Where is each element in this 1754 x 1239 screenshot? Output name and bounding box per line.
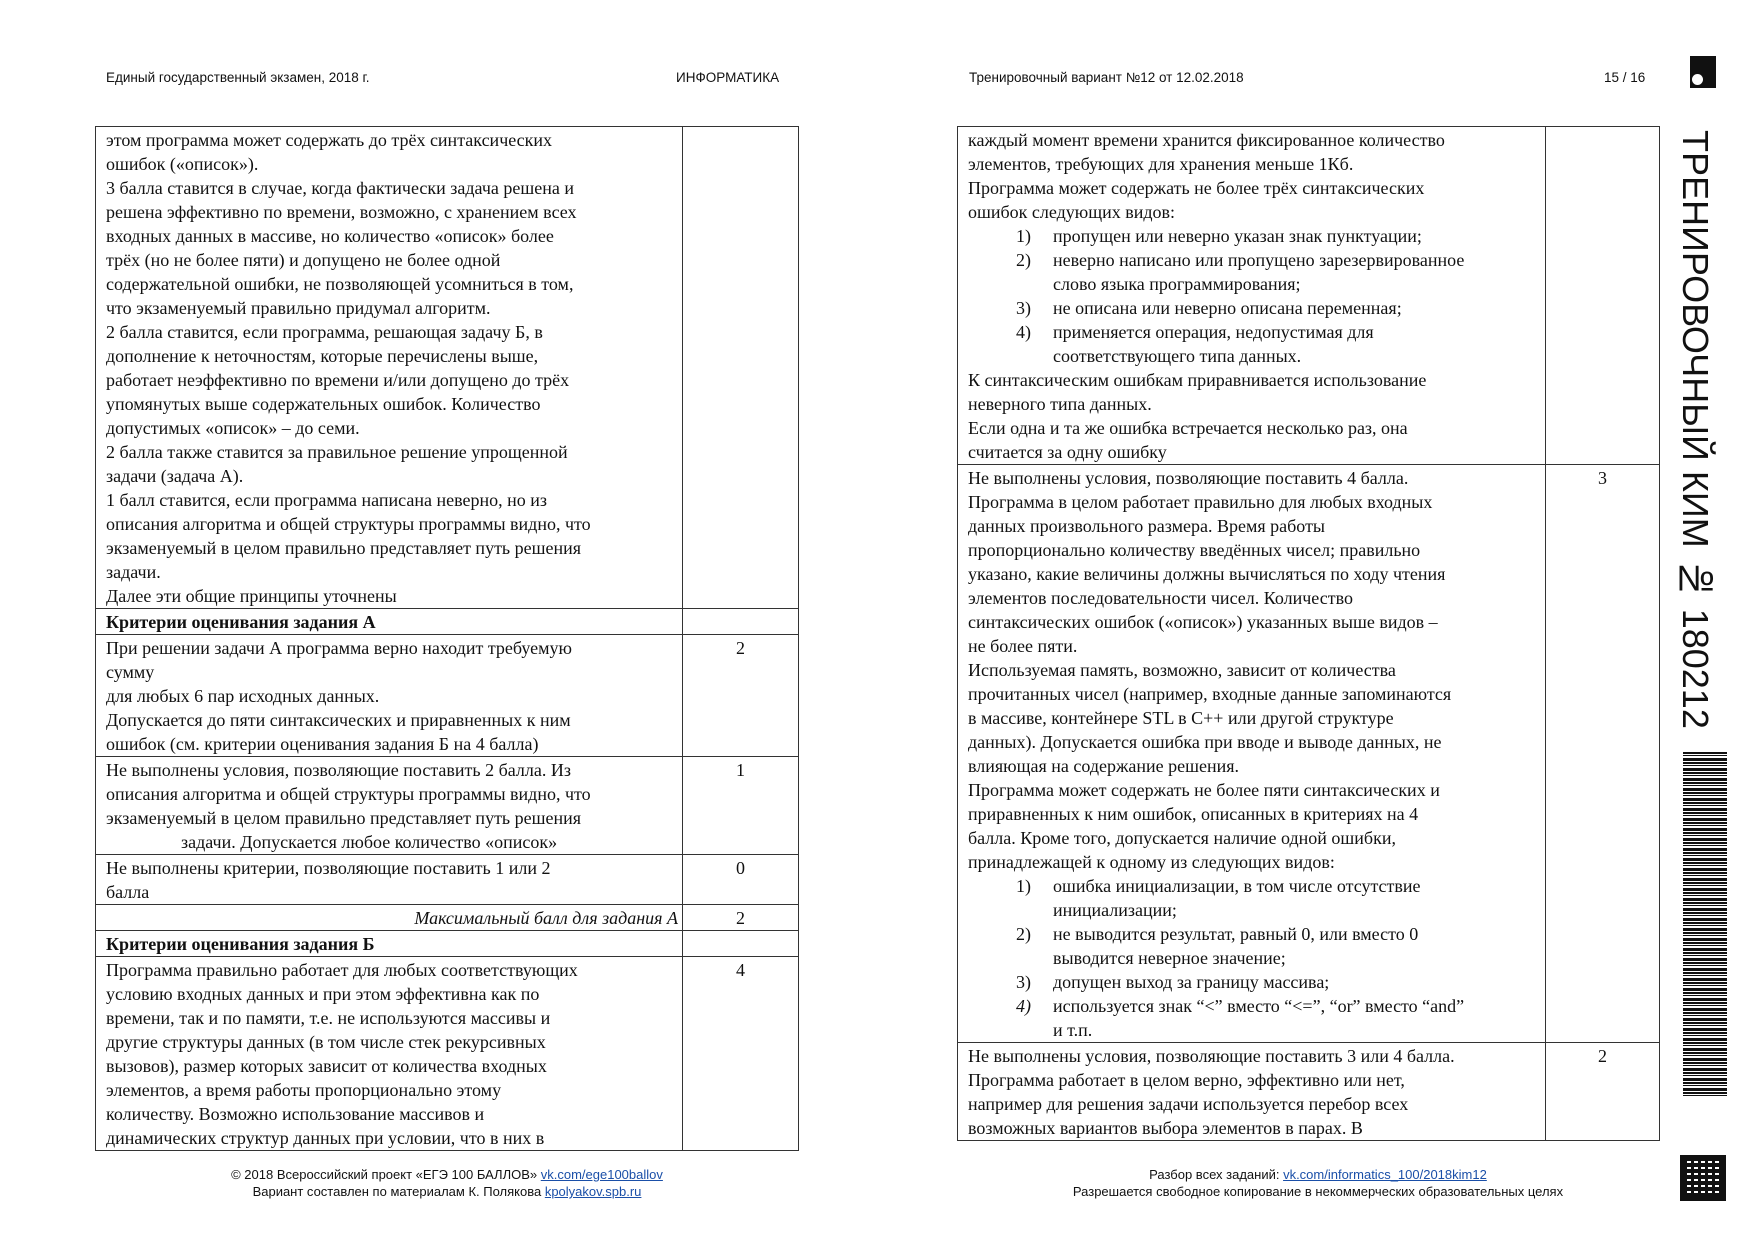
table-row	[96, 931, 799, 957]
text-line: балла. Кроме того, допускается наличие одной ошибки,	[968, 828, 1396, 848]
text-line: ошибка инициализации, в том числе отсутствие	[1053, 876, 1421, 896]
list-text	[1053, 248, 1464, 296]
list-item	[968, 320, 1541, 368]
list-item	[968, 970, 1541, 994]
allowed-error-list	[968, 874, 1541, 1042]
text-line: слово языка программирования;	[1053, 274, 1301, 294]
text-line: Программа в целом работает правильно для любых входных	[968, 492, 1433, 512]
text-line: принадлежащей к одному из следующих видов:	[968, 852, 1335, 872]
score-cell	[683, 609, 799, 635]
text-line: Программа может содержать не более пяти синтаксических и	[968, 780, 1440, 800]
text-line: элементов, требующих для хранения меньше 1Кб.	[968, 154, 1354, 174]
criterion-a1-score: 1	[683, 757, 799, 855]
text-line: не более пяти.	[968, 636, 1078, 656]
table-row	[96, 635, 799, 757]
table-row	[958, 465, 1660, 1043]
text-line: влияющая на содержание решения.	[968, 756, 1240, 776]
text-line: описания алгоритма и общей структуры программы видно, что	[106, 784, 591, 804]
text-line: синтаксических ошибок («описок») указанных выше видов –	[968, 612, 1438, 632]
text-line: для любых 6 пар исходных данных.	[106, 686, 380, 706]
list-number: 2)	[1016, 924, 1031, 944]
footer-copyright: © 2018 Всероссийский проект «ЕГЭ 100 БАЛЛОВ»	[231, 1167, 541, 1182]
list-item	[968, 874, 1541, 922]
table-row	[958, 1043, 1660, 1141]
text-line: неверно написано или пропущено зарезервированное	[1053, 250, 1465, 270]
text-line: Допускается до пяти синтаксических и приравненных к ним	[106, 710, 571, 730]
score-cell	[1546, 127, 1660, 465]
text-line: используется знак “<” вместо “<=”, “or” вместо “and”	[1053, 996, 1465, 1016]
footer-left	[202, 1166, 692, 1200]
text-line: не выводится результат, равный 0, или вместо 0	[1053, 924, 1419, 944]
text-line: инициализации;	[1053, 900, 1177, 920]
criterion-b4-text	[96, 957, 683, 1151]
text-line: ошибок («описок»).	[106, 154, 259, 174]
text-line: Не выполнены условия, позволяющие поставить 3 или 4 балла.	[968, 1046, 1455, 1066]
criterion-b4-score: 4	[683, 957, 799, 1151]
text-line: количеству. Возможно использование массивов и	[106, 1104, 485, 1124]
page-number: 15 / 16	[1604, 70, 1646, 85]
footer-license: Разрешается свободное копирование в некоммерческих образовательных целях	[1072, 1184, 1564, 1199]
text-line: задачи (задача А).	[106, 466, 244, 486]
text-line: динамических структур данных при условии, что в них в	[106, 1128, 545, 1148]
list-text	[1053, 320, 1374, 368]
text-line: пропорционально количеству введённых чисел; правильно	[968, 540, 1421, 560]
text-line: содержательной ошибки, не позволяющей усомниться в том,	[106, 274, 574, 294]
text-line: Используемая память, возможно, зависит от количества	[968, 660, 1396, 680]
kpolyakov-link[interactable]: kpolyakov.spb.ru	[544, 1184, 642, 1199]
text-line: Если одна и та же ошибка встречается несколько раз, она	[968, 418, 1408, 438]
list-text	[1053, 970, 1329, 994]
table-row	[96, 609, 799, 635]
text-line: 2 балла ставится, если программа, решающая задачу Б, в	[106, 322, 543, 342]
footer-credit: Вариант составлен по материалам К. Полякова	[252, 1184, 545, 1199]
text-line: упомянутых выше содержательных ошибок. Количество	[106, 394, 541, 414]
text-line: задачи.	[106, 562, 161, 582]
text-line: 1 балл ставится, если программа написана неверно, но из	[106, 490, 547, 510]
list-item	[968, 922, 1541, 970]
section-a-heading: Критерии оценивания задания А	[96, 609, 683, 635]
text-line: считается за одну ошибку	[968, 442, 1167, 462]
list-number: 2)	[1016, 250, 1031, 270]
text-line: приравненных к ним ошибок, описанных в критериях на 4	[968, 804, 1419, 824]
criterion-b2-text	[958, 1043, 1546, 1141]
text-line: балла	[106, 882, 150, 902]
score-cell	[683, 931, 799, 957]
list-text	[1053, 994, 1464, 1042]
text-line: Программа правильно работает для любых соответствующих	[106, 960, 578, 980]
text-line: возможных вариантов выбора элементов в парах. В	[968, 1118, 1363, 1138]
intro-cell	[96, 127, 683, 609]
criterion-a2-score: 2	[683, 635, 799, 757]
text-line: вызовов), размер которых зависит от количества входных	[106, 1056, 547, 1076]
text-line: неверного типа данных.	[968, 394, 1152, 414]
table-row	[96, 855, 799, 905]
syntax-error-list	[968, 224, 1541, 368]
table-row	[96, 957, 799, 1151]
max-a-score: 2	[683, 905, 799, 931]
text-line: 2 балла также ставится за правильное решение упрощенной	[106, 442, 568, 462]
text-line: например для решения задачи используется перебор всех	[968, 1094, 1409, 1114]
score-cell	[683, 127, 799, 609]
list-item	[968, 296, 1541, 320]
list-text	[1053, 922, 1418, 970]
text-line: Программа может содержать не более трёх синтаксических	[968, 178, 1425, 198]
criterion-a2-text	[96, 635, 683, 757]
left-criteria-table	[95, 126, 799, 1151]
logo-icon	[1690, 56, 1716, 88]
b4-continued-text	[958, 127, 1546, 465]
text-line: применяется операция, недопустимая для	[1053, 322, 1374, 342]
vk-informatics-link[interactable]: vk.com/informatics_100/2018kim12	[1283, 1167, 1487, 1182]
list-item	[968, 248, 1541, 296]
text-line: каждый момент времени хранится фиксированное количество	[968, 130, 1445, 150]
text-line: трёх (но не более пяти) и допущено не более одной	[106, 250, 501, 270]
table-row	[958, 127, 1660, 465]
variant-title: Тренировочный вариант №12 от 12.02.2018	[969, 70, 1244, 85]
text-line: К синтаксическим ошибкам приравнивается использование	[968, 370, 1427, 390]
text-line: работает неэффективно по времени и/или допущено до трёх	[106, 370, 570, 390]
list-number: 1)	[1016, 226, 1031, 246]
max-a-label: Максимальный балл для задания А	[96, 905, 683, 931]
text-line: сумму	[106, 662, 155, 682]
text-line: ошибок следующих видов:	[968, 202, 1176, 222]
list-number: 3)	[1016, 972, 1031, 992]
footer-right	[1018, 1166, 1618, 1200]
list-text	[1053, 874, 1421, 922]
section-b-heading: Критерии оценивания задания Б	[96, 931, 683, 957]
footer-analysis-label: Разбор всех заданий:	[1149, 1167, 1284, 1182]
criterion-b3-score: 3	[1546, 465, 1660, 1043]
text-line: выводится неверное значение;	[1053, 948, 1286, 968]
text-line: экзаменуемый в целом правильно представляет путь решения	[106, 538, 582, 558]
text-line: условию входных данных и при этом эффективна как по	[106, 984, 540, 1004]
text-line: Не выполнены условия, позволяющие поставить 2 балла. Из	[106, 760, 571, 780]
list-item	[968, 224, 1541, 248]
list-text	[1053, 296, 1402, 320]
criterion-b3-text	[958, 465, 1546, 1043]
text-line: указано, какие величины должны вычисляться по ходу чтения	[968, 564, 1446, 584]
text-line: входных данных в массиве, но количество «описок» более	[106, 226, 554, 246]
subject-title: ИНФОРМАТИКА	[676, 70, 780, 85]
vertical-kim-title: ТРЕНИРОВОЧНЫЙ КИМ № 180212	[1675, 130, 1716, 729]
list-text	[1053, 224, 1422, 248]
table-row	[96, 127, 799, 609]
qr-code-icon	[1680, 1155, 1726, 1201]
list-number: 3)	[1016, 298, 1031, 318]
text-line: ошибок (см. критерии оценивания задания Б на 4 балла)	[106, 734, 539, 754]
list-number: 1)	[1016, 876, 1031, 896]
intro-text	[106, 128, 678, 608]
text-line: допустимых «описок» – до семи.	[106, 418, 360, 438]
text-line: 3 балла ставится в случае, когда фактически задача решена и	[106, 178, 574, 198]
barcode-icon	[1683, 752, 1727, 1098]
criterion-a0-score: 0	[683, 855, 799, 905]
text-line: Далее эти общие принципы уточнены	[106, 586, 397, 606]
text-line: не описана или неверно описана переменная;	[1053, 298, 1402, 318]
text-line: в массиве, контейнере STL в C++ или другой структуре	[968, 708, 1394, 728]
text-line: Не выполнены критерии, позволяющие поставить 1 или 2	[106, 858, 551, 878]
criterion-a1-text	[96, 757, 683, 855]
table-row	[96, 905, 799, 931]
text-line: данных произвольного размера. Время работы	[968, 516, 1326, 536]
text-line: пропущен или неверно указан знак пунктуации;	[1053, 226, 1422, 246]
text-line: дополнение к неточностям, которые перечислены выше,	[106, 346, 539, 366]
text-line: экзаменуемый в целом правильно представляет путь решения	[106, 808, 582, 828]
text-line: описания алгоритма и общей структуры программы видно, что	[106, 514, 591, 534]
list-item	[968, 994, 1541, 1042]
text-line: элементов последовательности чисел. Количество	[968, 588, 1353, 608]
list-number: 4)	[1016, 996, 1031, 1016]
criterion-a1-last-line: задачи. Допускается любое количество «описок»	[181, 832, 558, 852]
list-number: 4)	[1016, 322, 1031, 342]
text-line: Не выполнены условия, позволяющие поставить 4 балла.	[968, 468, 1409, 488]
text-line: Программа работает в целом верно, эффективно или нет,	[968, 1070, 1405, 1090]
right-criteria-table	[957, 126, 1660, 1141]
text-line: другие структуры данных (в том числе стек рекурсивных	[106, 1032, 546, 1052]
text-line: и т.п.	[1053, 1020, 1093, 1040]
text-line: решена эффективно по времени, возможно, с хранением всех	[106, 202, 577, 222]
vk-ege-link[interactable]: vk.com/ege100ballov	[540, 1167, 663, 1182]
criterion-b2-score: 2	[1546, 1043, 1660, 1141]
text-line: что экзаменуемый правильно придумал алгоритм.	[106, 298, 491, 318]
text-line: соответствующего типа данных.	[1053, 346, 1302, 366]
text-line: допущен выход за границу массива;	[1053, 972, 1330, 992]
table-row	[96, 757, 799, 855]
text-line: времени, так и по памяти, т.е. не используются массивы и	[106, 1008, 551, 1028]
text-line: элементов, а время работы пропорционально этому	[106, 1080, 502, 1100]
criterion-a0-text	[96, 855, 683, 905]
text-line: данных). Допускается ошибка при вводе и выводе данных, не	[968, 732, 1442, 752]
text-line: прочитанных чисел (например, входные данные запоминаются	[968, 684, 1452, 704]
text-line: этом программа может содержать до трёх синтаксических	[106, 130, 553, 150]
text-line: При решении задачи А программа верно находит требуемую	[106, 638, 572, 658]
exam-title: Единый государственный экзамен, 2018 г.	[106, 70, 370, 85]
